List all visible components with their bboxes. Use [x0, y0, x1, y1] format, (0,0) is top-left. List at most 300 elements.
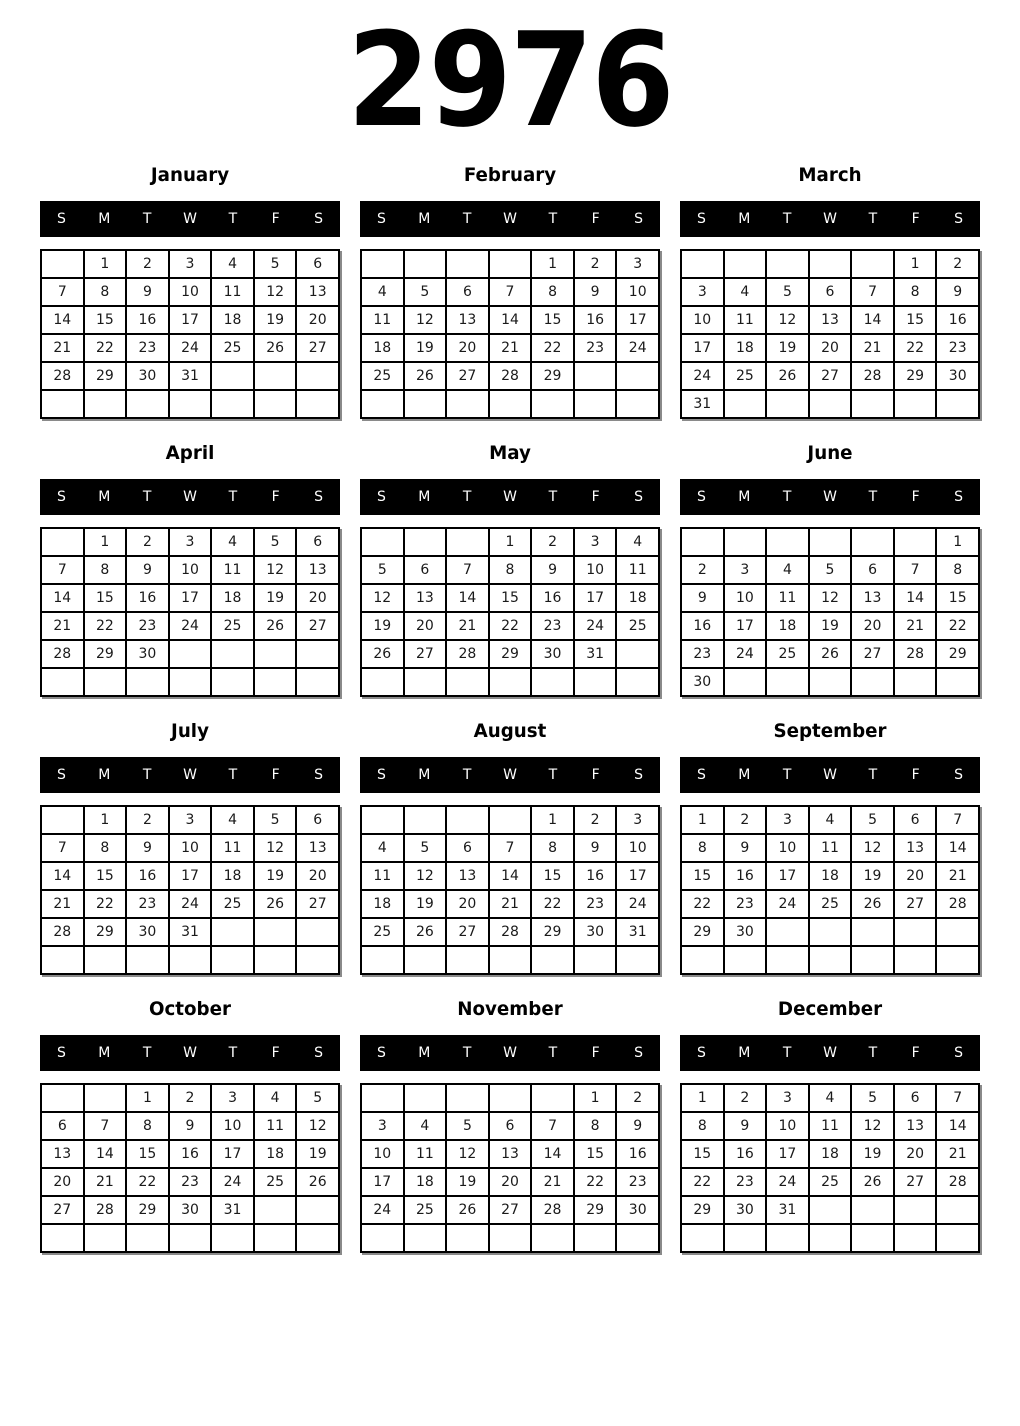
empty-date-cell — [767, 391, 808, 417]
date-cell: 16 — [682, 613, 723, 639]
date-cell: 22 — [575, 1169, 616, 1195]
empty-date-cell — [212, 1225, 253, 1251]
date-grid — [40, 1083, 340, 1253]
weekday-label: F — [911, 489, 920, 505]
date-cell: 25 — [255, 1169, 296, 1195]
date-cell: 30 — [532, 641, 573, 667]
date-cell: 16 — [127, 307, 168, 333]
date-cell: 24 — [682, 363, 723, 389]
empty-date-cell — [362, 947, 403, 973]
date-cell: 19 — [255, 585, 296, 611]
weekday-label: T — [868, 1045, 878, 1061]
date-cell: 30 — [725, 919, 766, 945]
date-cell: 18 — [405, 1169, 446, 1195]
weekday-label: M — [738, 1045, 751, 1061]
weekday-label: S — [56, 1045, 66, 1061]
empty-date-cell — [447, 947, 488, 973]
date-cell: 2 — [725, 1085, 766, 1111]
weekday-header-bar — [360, 201, 660, 237]
date-cell: 20 — [490, 1169, 531, 1195]
month-title: November — [457, 998, 563, 1020]
date-cell: 29 — [682, 919, 723, 945]
date-cell: 21 — [447, 613, 488, 639]
date-cell: 9 — [532, 557, 573, 583]
weekday-label: F — [271, 489, 280, 505]
date-cell: 28 — [895, 641, 936, 667]
date-cell: 15 — [895, 307, 936, 333]
date-cell: 30 — [937, 363, 978, 389]
date-cell: 2 — [617, 1085, 658, 1111]
weekday-label: W — [183, 489, 197, 505]
date-cell: 9 — [170, 1113, 211, 1139]
date-cell: 11 — [212, 557, 253, 583]
date-cell: 23 — [127, 891, 168, 917]
date-cell: 29 — [85, 641, 126, 667]
empty-date-cell — [297, 669, 338, 695]
date-cell: 24 — [362, 1197, 403, 1223]
date-cell: 9 — [127, 557, 168, 583]
empty-date-cell — [297, 363, 338, 389]
empty-date-cell — [575, 391, 616, 417]
date-cell: 29 — [127, 1197, 168, 1223]
date-cell: 2 — [937, 251, 978, 277]
date-cell: 26 — [852, 891, 893, 917]
weekday-label: F — [271, 767, 280, 783]
empty-date-cell — [255, 669, 296, 695]
date-cell: 12 — [447, 1141, 488, 1167]
date-cell: 10 — [170, 279, 211, 305]
date-cell: 24 — [212, 1169, 253, 1195]
weekday-label: T — [142, 1045, 152, 1061]
date-cell: 7 — [937, 1085, 978, 1111]
date-cell: 13 — [852, 585, 893, 611]
empty-date-cell — [810, 529, 851, 555]
date-cell: 19 — [255, 307, 296, 333]
date-cell: 2 — [170, 1085, 211, 1111]
date-cell: 7 — [85, 1113, 126, 1139]
month-title: May — [489, 442, 531, 464]
date-cell: 12 — [405, 863, 446, 889]
date-cell: 2 — [532, 529, 573, 555]
empty-date-cell — [212, 391, 253, 417]
date-cell: 30 — [617, 1197, 658, 1223]
date-cell: 18 — [725, 335, 766, 361]
weekday-label: T — [142, 767, 152, 783]
date-cell: 8 — [85, 835, 126, 861]
empty-date-cell — [490, 251, 531, 277]
empty-date-cell — [255, 641, 296, 667]
empty-date-cell — [810, 669, 851, 695]
date-cell: 5 — [255, 529, 296, 555]
weekday-label: S — [314, 1045, 324, 1061]
empty-date-cell — [255, 391, 296, 417]
empty-date-cell — [362, 251, 403, 277]
empty-date-cell — [852, 947, 893, 973]
date-cell: 3 — [362, 1113, 403, 1139]
date-cell: 4 — [767, 557, 808, 583]
date-cell: 7 — [42, 279, 83, 305]
empty-date-cell — [895, 529, 936, 555]
date-cell: 21 — [532, 1169, 573, 1195]
date-cell: 18 — [362, 891, 403, 917]
date-cell: 4 — [362, 279, 403, 305]
date-cell: 31 — [767, 1197, 808, 1223]
empty-date-cell — [532, 947, 573, 973]
date-cell: 17 — [617, 863, 658, 889]
date-cell: 26 — [362, 641, 403, 667]
date-cell: 7 — [852, 279, 893, 305]
date-cell: 13 — [895, 835, 936, 861]
date-cell: 5 — [405, 279, 446, 305]
date-grid — [680, 1083, 980, 1253]
empty-date-cell — [617, 391, 658, 417]
weekday-label: T — [228, 489, 238, 505]
empty-date-cell — [42, 529, 83, 555]
weekday-label: W — [503, 767, 517, 783]
empty-date-cell — [490, 391, 531, 417]
weekday-label: S — [56, 767, 66, 783]
date-cell: 10 — [212, 1113, 253, 1139]
weekday-label: W — [503, 489, 517, 505]
empty-date-cell — [447, 529, 488, 555]
empty-date-cell — [42, 807, 83, 833]
date-cell: 2 — [127, 529, 168, 555]
date-cell: 9 — [937, 279, 978, 305]
empty-date-cell — [170, 669, 211, 695]
date-cell: 23 — [127, 335, 168, 361]
empty-date-cell — [895, 669, 936, 695]
empty-date-cell — [255, 1225, 296, 1251]
empty-date-cell — [682, 529, 723, 555]
date-cell: 15 — [127, 1141, 168, 1167]
date-cell: 18 — [617, 585, 658, 611]
weekday-label: T — [548, 1045, 558, 1061]
date-cell: 18 — [810, 863, 851, 889]
date-cell: 28 — [937, 891, 978, 917]
date-cell: 25 — [212, 613, 253, 639]
weekday-label: M — [98, 489, 111, 505]
date-cell: 8 — [127, 1113, 168, 1139]
empty-date-cell — [362, 529, 403, 555]
date-cell: 3 — [575, 529, 616, 555]
date-cell: 29 — [682, 1197, 723, 1223]
date-cell: 25 — [767, 641, 808, 667]
date-cell: 29 — [490, 641, 531, 667]
empty-date-cell — [362, 669, 403, 695]
date-cell: 26 — [255, 891, 296, 917]
date-cell: 27 — [895, 1169, 936, 1195]
date-cell: 1 — [532, 807, 573, 833]
date-cell: 19 — [405, 335, 446, 361]
date-cell: 5 — [362, 557, 403, 583]
weekday-label: W — [823, 211, 837, 227]
month-block — [360, 720, 660, 975]
empty-date-cell — [127, 391, 168, 417]
empty-date-cell — [852, 669, 893, 695]
date-cell: 10 — [617, 279, 658, 305]
empty-date-cell — [767, 529, 808, 555]
weekday-label: S — [376, 767, 386, 783]
date-cell: 10 — [170, 835, 211, 861]
empty-date-cell — [297, 1225, 338, 1251]
date-cell: 22 — [532, 891, 573, 917]
empty-date-cell — [212, 363, 253, 389]
empty-date-cell — [725, 669, 766, 695]
date-cell: 20 — [297, 863, 338, 889]
weekday-header-bar — [360, 479, 660, 515]
date-cell: 21 — [852, 335, 893, 361]
date-cell: 22 — [682, 891, 723, 917]
weekday-label: S — [376, 489, 386, 505]
weekday-label: T — [228, 767, 238, 783]
date-cell: 12 — [810, 585, 851, 611]
empty-date-cell — [575, 947, 616, 973]
date-cell: 13 — [297, 279, 338, 305]
date-cell: 24 — [617, 335, 658, 361]
empty-date-cell — [405, 529, 446, 555]
weekday-label: M — [738, 767, 751, 783]
weekday-label: S — [696, 489, 706, 505]
date-cell: 14 — [937, 1113, 978, 1139]
date-cell: 10 — [725, 585, 766, 611]
date-cell: 16 — [127, 863, 168, 889]
month-title: December — [777, 998, 883, 1020]
month-title: April — [165, 442, 215, 464]
date-cell: 11 — [810, 1113, 851, 1139]
date-cell: 25 — [362, 363, 403, 389]
date-grid — [40, 527, 340, 697]
weekday-label: S — [56, 489, 66, 505]
date-cell: 28 — [937, 1169, 978, 1195]
date-cell: 3 — [170, 807, 211, 833]
weekday-label: T — [462, 489, 472, 505]
date-cell: 18 — [212, 585, 253, 611]
date-cell: 24 — [170, 335, 211, 361]
empty-date-cell — [255, 919, 296, 945]
date-cell: 7 — [532, 1113, 573, 1139]
date-cell: 20 — [447, 891, 488, 917]
date-cell: 18 — [212, 307, 253, 333]
empty-date-cell — [127, 1225, 168, 1251]
date-cell: 12 — [362, 585, 403, 611]
date-cell: 22 — [532, 335, 573, 361]
empty-date-cell — [212, 947, 253, 973]
empty-date-cell — [852, 529, 893, 555]
date-cell: 1 — [682, 807, 723, 833]
empty-date-cell — [447, 807, 488, 833]
date-cell: 21 — [85, 1169, 126, 1195]
date-grid — [40, 249, 340, 419]
empty-date-cell — [405, 1225, 446, 1251]
date-cell: 15 — [682, 863, 723, 889]
date-cell: 26 — [255, 613, 296, 639]
date-cell: 19 — [852, 863, 893, 889]
date-cell: 11 — [810, 835, 851, 861]
date-cell: 4 — [212, 529, 253, 555]
date-cell: 4 — [212, 251, 253, 277]
date-cell: 1 — [575, 1085, 616, 1111]
date-cell: 11 — [362, 307, 403, 333]
date-cell: 7 — [42, 835, 83, 861]
weekday-label: S — [954, 489, 964, 505]
date-cell: 26 — [852, 1169, 893, 1195]
date-cell: 4 — [810, 807, 851, 833]
date-cell: 18 — [810, 1141, 851, 1167]
date-cell: 18 — [255, 1141, 296, 1167]
date-cell: 28 — [532, 1197, 573, 1223]
empty-date-cell — [895, 919, 936, 945]
date-cell: 29 — [532, 919, 573, 945]
weekday-label: F — [271, 1045, 280, 1061]
date-cell: 3 — [212, 1085, 253, 1111]
date-cell: 15 — [532, 863, 573, 889]
date-cell: 20 — [297, 585, 338, 611]
weekday-label: W — [183, 1045, 197, 1061]
weekday-label: S — [696, 767, 706, 783]
date-cell: 14 — [895, 585, 936, 611]
date-cell: 9 — [617, 1113, 658, 1139]
date-grid — [360, 249, 660, 419]
date-cell: 4 — [212, 807, 253, 833]
empty-date-cell — [937, 391, 978, 417]
empty-date-cell — [810, 1225, 851, 1251]
date-cell: 26 — [405, 363, 446, 389]
empty-date-cell — [255, 363, 296, 389]
date-cell: 22 — [490, 613, 531, 639]
date-cell: 10 — [362, 1141, 403, 1167]
date-cell: 8 — [85, 279, 126, 305]
date-cell: 3 — [767, 807, 808, 833]
empty-date-cell — [42, 391, 83, 417]
weekday-header-bar — [680, 1035, 980, 1071]
date-cell: 28 — [852, 363, 893, 389]
empty-date-cell — [767, 947, 808, 973]
date-cell: 21 — [895, 613, 936, 639]
date-cell: 15 — [532, 307, 573, 333]
month-block — [360, 442, 660, 697]
date-cell: 6 — [810, 279, 851, 305]
date-cell: 28 — [490, 363, 531, 389]
empty-date-cell — [617, 363, 658, 389]
date-cell: 20 — [405, 613, 446, 639]
date-cell: 8 — [85, 557, 126, 583]
weekday-label: T — [868, 489, 878, 505]
date-cell: 7 — [447, 557, 488, 583]
empty-date-cell — [767, 1225, 808, 1251]
month-block — [360, 164, 660, 419]
date-cell: 30 — [682, 669, 723, 695]
empty-date-cell — [405, 669, 446, 695]
empty-date-cell — [575, 363, 616, 389]
date-cell: 16 — [937, 307, 978, 333]
date-cell: 31 — [575, 641, 616, 667]
empty-date-cell — [405, 391, 446, 417]
date-cell: 20 — [447, 335, 488, 361]
weekday-label: F — [271, 211, 280, 227]
empty-date-cell — [405, 947, 446, 973]
empty-date-cell — [42, 1085, 83, 1111]
date-cell: 6 — [297, 807, 338, 833]
date-cell: 29 — [895, 363, 936, 389]
date-cell: 6 — [42, 1113, 83, 1139]
empty-date-cell — [447, 1085, 488, 1111]
weekday-header-bar — [40, 1035, 340, 1071]
weekday-label: S — [314, 767, 324, 783]
empty-date-cell — [362, 807, 403, 833]
month-block — [680, 720, 980, 975]
date-cell: 22 — [85, 613, 126, 639]
empty-date-cell — [725, 391, 766, 417]
empty-date-cell — [937, 669, 978, 695]
date-cell: 10 — [767, 835, 808, 861]
date-cell: 4 — [255, 1085, 296, 1111]
date-cell: 13 — [42, 1141, 83, 1167]
weekday-label: M — [738, 489, 751, 505]
date-cell: 25 — [212, 891, 253, 917]
date-cell: 1 — [937, 529, 978, 555]
weekday-label: T — [868, 767, 878, 783]
date-cell: 31 — [682, 391, 723, 417]
date-cell: 24 — [170, 613, 211, 639]
date-cell: 14 — [937, 835, 978, 861]
date-cell: 26 — [297, 1169, 338, 1195]
weekday-label: M — [738, 211, 751, 227]
weekday-label: T — [782, 767, 792, 783]
months-grid — [0, 164, 1020, 1253]
empty-date-cell — [362, 391, 403, 417]
weekday-label: T — [548, 211, 558, 227]
date-cell: 1 — [532, 251, 573, 277]
empty-date-cell — [725, 1225, 766, 1251]
date-cell: 9 — [682, 585, 723, 611]
date-cell: 5 — [810, 557, 851, 583]
weekday-label: W — [183, 211, 197, 227]
date-cell: 15 — [85, 585, 126, 611]
date-cell: 23 — [532, 613, 573, 639]
empty-date-cell — [810, 947, 851, 973]
date-cell: 19 — [767, 335, 808, 361]
empty-date-cell — [362, 1085, 403, 1111]
empty-date-cell — [490, 807, 531, 833]
date-cell: 22 — [895, 335, 936, 361]
date-cell: 26 — [447, 1197, 488, 1223]
date-cell: 2 — [682, 557, 723, 583]
date-cell: 12 — [405, 307, 446, 333]
empty-date-cell — [212, 641, 253, 667]
date-cell: 19 — [362, 613, 403, 639]
weekday-label: W — [503, 1045, 517, 1061]
date-cell: 9 — [725, 835, 766, 861]
date-cell: 15 — [85, 863, 126, 889]
date-cell: 22 — [85, 891, 126, 917]
date-cell: 23 — [170, 1169, 211, 1195]
date-cell: 28 — [42, 363, 83, 389]
date-cell: 8 — [937, 557, 978, 583]
date-cell: 12 — [255, 835, 296, 861]
empty-date-cell — [42, 947, 83, 973]
empty-date-cell — [212, 919, 253, 945]
date-cell: 29 — [532, 363, 573, 389]
date-cell: 12 — [255, 557, 296, 583]
date-cell: 5 — [255, 251, 296, 277]
weekday-label: W — [823, 1045, 837, 1061]
empty-date-cell — [297, 947, 338, 973]
date-cell: 14 — [490, 863, 531, 889]
empty-date-cell — [937, 1197, 978, 1223]
empty-date-cell — [490, 1085, 531, 1111]
weekday-label: F — [591, 1045, 600, 1061]
date-cell: 27 — [297, 613, 338, 639]
